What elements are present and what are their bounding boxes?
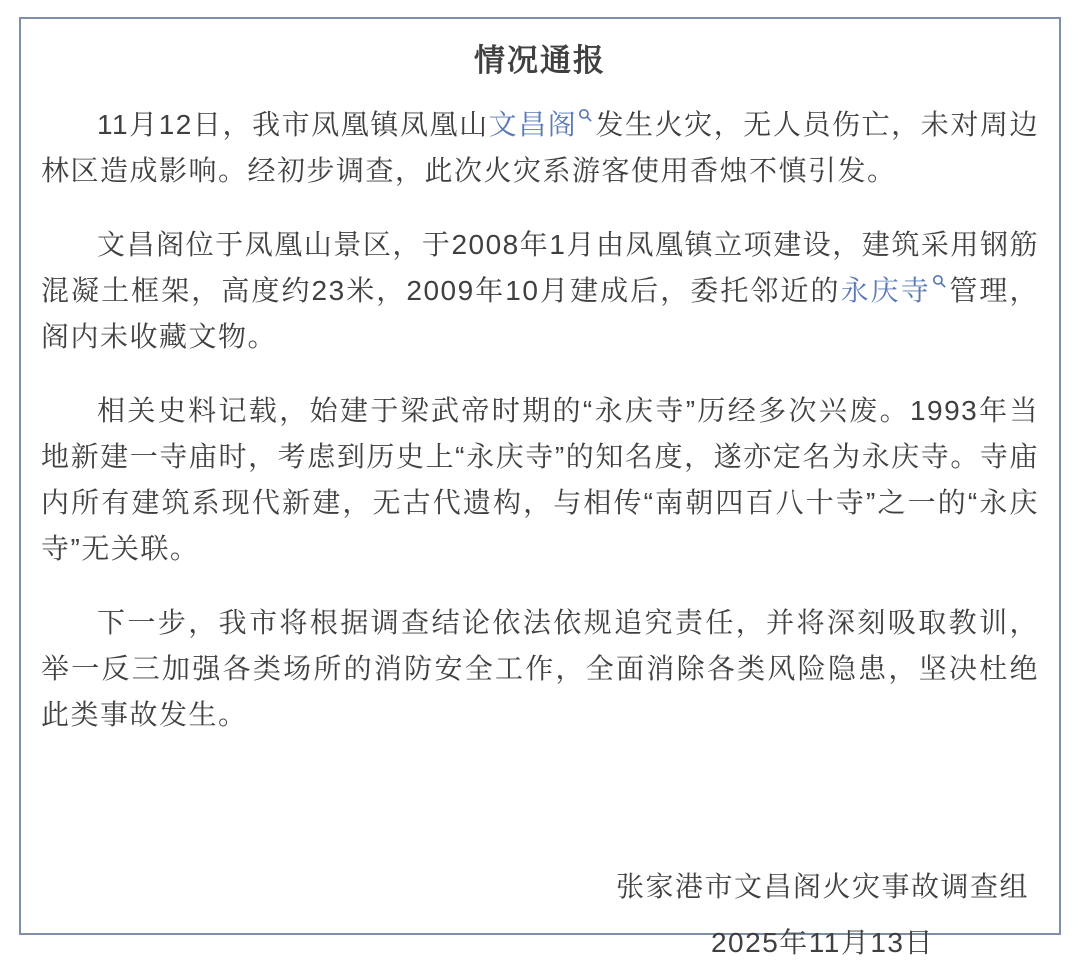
notice-body xyxy=(41,102,1039,738)
paragraph-1 xyxy=(41,102,1039,194)
paragraph-text: 相关史料记载，始建于梁武帝时期的“永庆寺”历经多次兴废。1993年当地新建一寺庙时，考虑到历史上“永庆寺”的知名度，遂亦定名为永庆寺。寺庙内所有建筑系现代新建，无古代遗构，与相传“南朝四百八十寺”之一的“永庆寺”无关联。 xyxy=(41,395,1039,564)
paragraph-text: 下一步，我市将根据调查结论依法依规追究责任，并将深刻吸取教训，举一反三加强各类场所的消防安全工作，全面消除各类风险隐患，坚决杜绝此类事故发生。 xyxy=(41,607,1039,730)
paragraph-text: 发生火灾，无人员伤亡，未对周边林区造成影响。经初步调查，此次火灾系游客使用香烛不慎引发。 xyxy=(41,109,1039,186)
entity-link[interactable]: 永庆寺 xyxy=(840,275,931,306)
paragraph-text: 管理，阁内未收藏文物。 xyxy=(41,275,1039,352)
entity-link[interactable]: 文昌阁 xyxy=(488,109,578,140)
paragraph-3 xyxy=(41,388,1039,572)
signoff-block xyxy=(41,864,1039,966)
search-icon[interactable] xyxy=(932,274,947,289)
paragraph-text: 11月12日，我市凤凰镇凤凰山 xyxy=(97,109,489,140)
search-icon[interactable] xyxy=(578,108,593,123)
signoff-inner xyxy=(616,864,1029,966)
paragraph-text: 文昌阁位于凤凰山景区，于2008年1月由凤凰镇立项建设，建筑采用钢筋混凝土框架，高度约23米，2009年10月建成后，委托邻近的 xyxy=(41,229,1039,306)
paragraph-4 xyxy=(41,600,1039,738)
page-title: 情况通报 xyxy=(474,43,606,78)
signoff-organization: 张家港市文昌阁火灾事故调查组 xyxy=(615,871,1029,902)
signoff-date: 2025年11月13日 xyxy=(710,927,934,958)
notice-page xyxy=(19,17,1061,958)
paragraph-2 xyxy=(41,222,1039,360)
